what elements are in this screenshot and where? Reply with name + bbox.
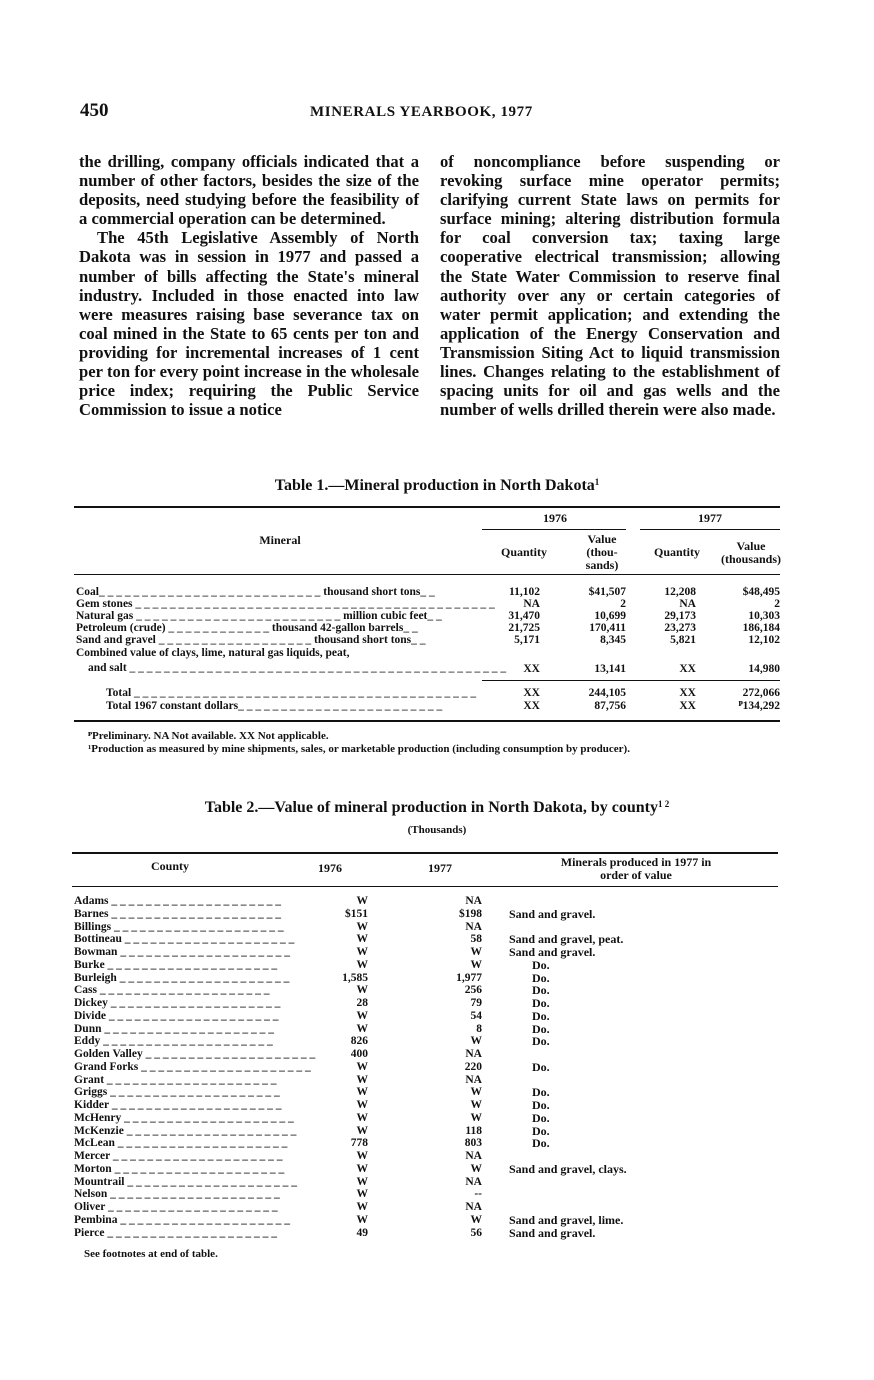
dot-leader: _ _ _ _ _ _ _ _ _ _ _ _ _ _ _ _ _ _ _ _ (97, 984, 270, 997)
table2-county-cell (74, 1060, 311, 1074)
table1-row-label: Sand and gravel _ _ _ _ _ _ _ _ _ _ _ _ _ _ _ _ _ _ thousand short tons_ _ (76, 634, 426, 646)
table1-note-line: ¹Production as measured by mine shipments, sales, or marketable production (including consumption by producer). (88, 743, 630, 755)
table1-cell: 14,980 (748, 663, 780, 675)
table2-1976-cell: W (356, 1086, 368, 1099)
table2-county-cell (74, 1124, 297, 1138)
table1-header-mineral: Mineral (259, 533, 301, 547)
table2-minerals-cell: Do. (532, 1136, 550, 1151)
table1-cell: ᴾ134,292 (738, 700, 780, 712)
dot-leader: _ _ _ _ _ _ _ _ _ _ _ _ _ _ _ _ _ _ _ _ (107, 1086, 280, 1099)
table2-county-cell (74, 1048, 316, 1061)
table2-1976-cell: W (356, 1099, 368, 1111)
table1-header-value-1977: Value (thousands) (720, 539, 782, 566)
table1-row-label: Natural gas _ _ _ _ _ _ _ _ _ _ _ _ _ _ _ _ _ _ _ _ _ _ _ _ million cubic feet_ _ (76, 610, 442, 622)
table2-1976-cell: W (356, 1201, 368, 1213)
county-name: Cass (74, 984, 98, 997)
county-name: Eddy (74, 1035, 101, 1048)
table1-cell: 31,470 (508, 610, 540, 622)
table2-1976-cell: 28 (356, 997, 368, 1009)
table2-1976-cell: 49 (356, 1226, 368, 1239)
table2-1976-cell: W (356, 958, 368, 971)
table2-minerals-cell: Do. (532, 1059, 550, 1074)
table1-cell: 272,066 (742, 687, 780, 699)
table2-title (0, 799, 874, 817)
dot-leader: _ _ _ _ _ _ _ _ _ _ _ _ _ _ _ _ _ _ _ _ (109, 1150, 283, 1162)
table1-notes (88, 730, 788, 756)
table1-cell: 29,173 (664, 610, 696, 622)
table2-county-cell (74, 1226, 277, 1240)
table2-minerals-cell: Do. (532, 996, 550, 1010)
table2-minerals-cell: Sand and gravel, clays. (509, 1161, 627, 1176)
table1-row-label-cont: and salt _ _ _ _ _ _ _ _ _ _ _ _ _ _ _ _ _ _ _ _ _ _ _ _ _ _ _ _ _ _ _ _ _ _ _ _ _ _ _ _ _ _ _ _ (88, 662, 507, 674)
table1-cell: NA (679, 598, 696, 610)
table2-county-cell (74, 1035, 273, 1048)
county-name: Burleigh (74, 971, 117, 984)
table2-county-cell (74, 1213, 290, 1227)
table1-cell: 244,105 (588, 687, 626, 699)
table1-title-text: Table 1.—Mineral production in North Dakota (274, 477, 595, 494)
table1-row-label: Coal_ _ _ _ _ _ _ _ _ _ _ _ _ _ _ _ _ _ _ _ _ _ _ _ _ _ thousand short tons_ _ (76, 586, 435, 598)
table1-note-line: ᴾPreliminary. NA Not available. XX Not applicable. (88, 730, 329, 742)
table2-1976-cell: W (356, 1188, 368, 1201)
mineral-unit: million cubic feet (343, 610, 428, 622)
table2-county-cell (74, 920, 284, 934)
total-constant-label: Total 1967 constant dollars (106, 700, 239, 712)
table1-cell: XX (523, 700, 540, 712)
dot-leader: _ _ _ _ _ _ _ _ _ _ _ _ _ _ _ _ _ _ _ _ (108, 907, 281, 920)
table2-county-cell (74, 1162, 285, 1176)
table1-cell: 5,171 (514, 634, 540, 646)
table1-cell: 8,345 (600, 634, 626, 646)
table2-county-cell (74, 1086, 280, 1099)
table2-1977-cell: NA (465, 1201, 482, 1213)
table1-title (0, 477, 874, 495)
table2-subtitle: (Thousands) (407, 824, 467, 836)
table1-cell: 23,273 (664, 622, 696, 634)
table1-cell: 5,821 (670, 634, 696, 646)
dot-leader: _ _ _ _ _ _ _ _ _ _ _ _ _ _ _ _ _ _ _ _ (142, 1048, 316, 1060)
table2-1977-cell: NA (465, 1073, 482, 1086)
table2-minerals-cell: Do. (532, 983, 550, 998)
table1-cell: XX (679, 663, 696, 675)
table2-1976-cell: 778 (350, 1137, 368, 1150)
table2-1976-cell: W (356, 1009, 368, 1022)
table1-row-label: Total _ _ _ _ _ _ _ _ _ _ _ _ _ _ _ _ _ _ _ _ _ _ _ _ _ _ _ _ _ _ _ _ _ _ _ _ _ _ _ _ (106, 687, 477, 699)
table2-1977-cell: 58 (470, 933, 482, 946)
table2-1976-cell: W (356, 1162, 368, 1175)
table1-cell: $41,507 (588, 586, 626, 598)
table2-county-cell (74, 1073, 277, 1087)
paragraph: the drilling, company officials indicated that a number of other factors, besides the size of the deposits, need studying before the feasibility of a commercial operation can be determined. (79, 152, 419, 229)
county-name: Oliver (74, 1201, 106, 1213)
table2-1977-cell: W (470, 1213, 482, 1226)
table2-1977-cell: W (470, 958, 482, 971)
table2-county-cell (74, 1137, 288, 1150)
table2-1977-cell: W (470, 1162, 482, 1175)
table1-header-quantity-1976: Quantity (500, 545, 547, 559)
dot-leader: _ _ _ _ _ _ _ _ _ _ _ _ _ _ _ _ _ _ _ _ (104, 1226, 277, 1239)
table2-county-cell (74, 1201, 278, 1214)
table2-1976-cell: W (356, 984, 368, 997)
mineral-name: and salt (88, 662, 127, 674)
table2-1976-cell: W (356, 1150, 368, 1162)
table2-1977-cell: 56 (470, 1226, 482, 1239)
table2-1977-cell: NA (465, 895, 482, 907)
table1-cell: XX (679, 700, 696, 712)
table2-minerals-cell: Do. (532, 1123, 550, 1138)
dot-leader: _ _ _ _ _ _ _ _ _ _ _ _ _ _ _ _ _ _ _ _ (105, 1201, 278, 1213)
table1-bottom-rule (74, 720, 780, 722)
table2-minerals-cell: Do. (532, 957, 550, 972)
table2-minerals-cell: Sand and gravel. (509, 945, 596, 959)
table2-county-cell (74, 1111, 294, 1125)
page-header (80, 100, 780, 130)
county-name: Bowman (74, 946, 118, 958)
table2-1976-cell: W (356, 920, 368, 933)
county-name: Grant (74, 1073, 105, 1086)
table2-1977-cell: -- (474, 1188, 482, 1201)
table2-minerals-cell: Do. (532, 970, 550, 985)
paragraph: of noncompliance before suspending or revoking surface mine operator permits; clarifying current State laws on permits for surface mining; altering distribution formula for coal conversion tax; taxing large cooperative electrical transmission; allowing the State Water Commission to reserve final authority over any or certain categories of water permit application; and extending the application of the Energy Conservation and Transmission Siting Act to liquid transmission lines. Changes relating to the establishment of spacing units for oil and gas wells and the number of wells drilled therein were also made. (440, 152, 780, 420)
dot-leader: _ _ _ _ _ _ _ _ _ _ _ _ _ _ _ _ _ _ _ _ (108, 895, 282, 907)
text-column-left (79, 152, 419, 419)
table2-top-rule (72, 852, 778, 854)
table1-cell: NA (523, 598, 540, 610)
table2-minerals-cell: Sand and gravel, peat. (509, 932, 624, 947)
dot-leader: _ _ _ _ _ _ _ _ _ _ _ _ _ _ _ _ _ _ _ _ (111, 1162, 285, 1175)
table2-1977-cell: 79 (470, 997, 482, 1009)
running-title: MINERALS YEARBOOK, 1977 (310, 104, 533, 120)
county-name: Kidder (74, 1099, 109, 1111)
county-name: Grand Forks (74, 1060, 139, 1073)
table2-1977-cell: W (470, 1035, 482, 1048)
dot-leader: _ _ _ _ _ _ _ _ _ _ _ _ _ _ _ _ _ _ _ _ (121, 1111, 294, 1124)
county-name: Mountrail (74, 1175, 125, 1188)
table1-cell: XX (523, 687, 540, 699)
county-name: Morton (74, 1162, 112, 1175)
table2-county-cell (74, 895, 282, 908)
county-name: Dunn (74, 1022, 102, 1035)
county-name: Barnes (74, 907, 109, 920)
table2-1977-cell: NA (465, 1048, 482, 1060)
table2-minerals-cell: Sand and gravel, lime. (509, 1212, 624, 1227)
mineral-unit: thousand 42-gallon barrels (271, 622, 404, 634)
table1-cell: 10,699 (594, 610, 626, 622)
dot-leader: _ _ _ _ _ _ _ _ _ _ _ _ _ _ _ _ _ _ _ _ (121, 933, 295, 946)
dot-leader: _ _ _ _ _ _ _ _ _ _ _ _ _ _ _ _ _ _ _ _ (101, 1022, 274, 1035)
text-column-right (440, 152, 780, 419)
table2-minerals-cell: Do. (532, 1098, 550, 1112)
table1-row-label: Combined value of clays, lime, natural gas liquids, peat, (76, 647, 350, 659)
mineral-name: Coal (76, 586, 99, 598)
dot-leader: _ _ _ _ _ _ _ _ _ _ _ _ _ _ _ _ _ _ _ _ (104, 1073, 277, 1086)
dot-leader: _ _ _ _ _ _ _ _ _ _ _ _ _ _ _ _ _ _ _ _ (108, 1099, 282, 1111)
dot-leader: _ _ _ _ _ _ _ _ _ _ _ _ _ _ _ _ _ _ _ _ (107, 997, 281, 1009)
table2-minerals-cell: Sand and gravel. (509, 1225, 596, 1240)
table1-total-rule (482, 680, 780, 681)
table2-1976-cell: 1,585 (342, 971, 368, 984)
table2-1977-cell: W (470, 1086, 482, 1099)
table2-1976-cell: W (356, 1022, 368, 1035)
county-name: McHenry (74, 1111, 122, 1124)
paragraph: The 45th Legislative Assembly of North Dakota was in session in 1977 and passed a number of bills affecting the State's mineral industry. Included in those enacted into law were measures raising base severance tax on coal mined in the State to 65 cents per ton and providing for incremental increases of 1 cent per ton for every point increase in the wholesale price index; requiring the Public Service Commission to issue a notice (79, 228, 419, 420)
dot-leader: _ _ _ _ _ _ _ _ _ _ _ _ _ _ _ _ _ _ _ _ (116, 971, 290, 984)
table2-county-cell (74, 997, 281, 1010)
table1-cell: 2 (620, 598, 626, 610)
table2-county-cell (74, 971, 290, 985)
table2-1976-cell: W (356, 933, 368, 946)
table2-1976-cell: W (356, 1073, 368, 1086)
table2-1977-cell: NA (465, 1175, 482, 1188)
table2-1977-cell: W (470, 1099, 482, 1111)
dot-leader: _ _ _ _ _ _ _ _ _ _ _ _ _ _ _ _ _ _ _ _ (105, 1009, 279, 1022)
dot-leader: _ _ _ _ _ _ _ _ _ _ _ _ _ _ _ _ _ _ _ _ (117, 946, 290, 958)
table2-1977-cell: 118 (465, 1124, 482, 1137)
county-name: Pierce (74, 1226, 105, 1239)
table2-county-cell (74, 958, 278, 972)
table2-1976-cell: W (356, 1124, 368, 1137)
table2-1976-cell: 826 (350, 1035, 368, 1048)
table2-county-cell (74, 907, 281, 921)
table1-cell: 87,756 (594, 700, 626, 712)
table2-header-county: County (150, 859, 189, 873)
table2-county-cell (74, 1099, 282, 1112)
table1-row-label: Total 1967 constant dollars_ _ _ _ _ _ _ _ _ _ _ _ _ _ _ _ _ _ _ _ _ _ _ _ (106, 700, 443, 712)
mineral-name: Petroleum (crude) (76, 622, 166, 634)
table2-1976-cell: 400 (350, 1048, 368, 1060)
table1-cell: 170,411 (589, 622, 626, 634)
total-label: Total (106, 687, 132, 699)
table1-title-footnote: 1 (594, 477, 600, 487)
county-name: Billings (74, 920, 112, 933)
table2-1977-cell: $198 (459, 907, 482, 920)
table2-title-footnote: 1 2 (658, 799, 670, 809)
dot-leader: _ _ _ _ _ _ _ _ _ _ _ _ _ _ _ _ _ _ _ _ (138, 1060, 311, 1073)
dot-leader: _ _ _ _ _ _ _ _ _ _ _ _ _ _ _ _ _ _ _ _ (104, 958, 278, 971)
table2-1977-cell: 256 (464, 984, 482, 997)
mineral-unit: thousand short tons (323, 586, 421, 598)
table1-header-value-1976: Value (thou- sands) (585, 532, 619, 572)
table2-header-1977: 1977 (428, 861, 452, 875)
table1-cell: 10,303 (748, 610, 780, 622)
mineral-name: Gem stones (76, 598, 133, 610)
table1-cell: XX (523, 663, 540, 675)
dot-leader: _ _ _ _ _ _ _ _ _ _ _ _ _ _ _ _ _ _ _ _ (114, 1137, 288, 1150)
table1-cell: 2 (774, 598, 780, 610)
county-name: Dickey (74, 997, 108, 1009)
table2-minerals-cell: Do. (532, 1085, 550, 1100)
table2-county-cell (74, 1150, 283, 1163)
table2-1977-cell: NA (465, 1150, 482, 1162)
table2-1976-cell: $151 (345, 907, 368, 920)
dot-leader: _ _ _ _ _ _ _ _ _ _ _ _ _ _ _ _ _ _ _ _ (107, 1188, 280, 1201)
dot-leader: _ _ _ _ _ _ _ _ _ _ _ _ _ _ _ _ _ _ _ _ (117, 1213, 290, 1226)
table2-county-cell (74, 1188, 280, 1201)
county-name: Griggs (74, 1086, 108, 1099)
table2-1976-cell: W (356, 1060, 368, 1073)
table2-header-minerals: Minerals produced in 1977 in order of value (560, 855, 712, 882)
table2-footnote: See footnotes at end of table. (84, 1248, 218, 1260)
table1-header-1976: 1976 (543, 511, 567, 525)
table1-row-label: Gem stones _ _ _ _ _ _ _ _ _ _ _ _ _ _ _ _ _ _ _ _ _ _ _ _ _ _ _ _ _ _ _ _ _ _ _ _ _ _ _ _ _ _ (76, 598, 495, 610)
table2-1976-cell: W (356, 895, 368, 907)
mineral-name: Sand and gravel (76, 634, 156, 646)
county-name: Burke (74, 958, 105, 971)
table2-minerals-cell: Do. (532, 1110, 550, 1125)
dot-leader: _ _ _ _ _ _ _ _ _ _ _ _ _ _ _ _ _ _ _ _ (111, 920, 284, 933)
table2-county-cell (74, 1175, 297, 1189)
dot-leader: _ _ _ _ _ _ _ _ _ _ _ _ _ _ _ _ _ _ _ _ (123, 1124, 297, 1137)
county-name: McKenzie (74, 1124, 124, 1137)
table1-top-rule (74, 506, 780, 508)
county-name: Adams (74, 895, 109, 907)
table2-1976-cell: W (356, 1175, 368, 1188)
table2-1976-cell: W (356, 946, 368, 958)
dot-leader: _ _ _ _ _ _ _ _ _ _ _ _ _ _ _ _ _ _ _ _ (124, 1175, 297, 1188)
table2-minerals-cell: Sand and gravel. (509, 906, 596, 921)
table1-header-quantity-1977: Quantity (653, 545, 700, 559)
table2-header-1976: 1976 (318, 861, 342, 875)
table2-1977-cell: 54 (470, 1009, 482, 1022)
table2-minerals-cell: Do. (532, 1034, 550, 1049)
table2-county-cell (74, 933, 295, 946)
table2-1977-cell: 1,977 (456, 971, 482, 984)
table1-row-label: Petroleum (crude) _ _ _ _ _ _ _ _ _ _ _ _ thousand 42-gallon barrels_ _ (76, 622, 418, 634)
county-name: Nelson (74, 1188, 108, 1201)
table2-1977-cell: W (470, 946, 482, 958)
table2-minerals-cell: Do. (532, 1008, 550, 1023)
county-name: Bottineau (74, 933, 122, 946)
county-name: Mercer (74, 1150, 110, 1162)
table1-header-1977: 1977 (698, 511, 722, 525)
table2-1977-cell: W (470, 1111, 482, 1124)
table2-title-text: Table 2.—Value of mineral production in North Dakota, by county (204, 799, 658, 816)
table1-cell: $48,495 (742, 586, 780, 598)
county-name: Golden Valley (74, 1048, 143, 1060)
table1-cell: 21,725 (508, 622, 540, 634)
table1-cell: 13,141 (594, 663, 626, 675)
table2-1977-cell: NA (465, 920, 482, 933)
table2-county-cell (74, 984, 270, 997)
table1-cell: 11,102 (509, 586, 540, 598)
table1-header-rule (74, 574, 780, 575)
table2-county-cell (74, 1009, 279, 1023)
table2-1976-cell: W (356, 1111, 368, 1124)
table1-cell: 12,208 (664, 586, 696, 598)
table2-header-rule (72, 886, 778, 887)
table2-1977-cell: 8 (476, 1022, 482, 1035)
table1-cell: 12,102 (748, 634, 780, 646)
table2-county-cell (74, 1022, 274, 1036)
table2-1976-cell: W (356, 1213, 368, 1226)
county-name: McLean (74, 1137, 115, 1150)
table2-minerals-cell: Do. (532, 1021, 550, 1036)
table2-county-cell (74, 946, 290, 959)
county-name: Divide (74, 1009, 106, 1022)
mineral-name: Natural gas (76, 610, 134, 622)
table2-1977-cell: 803 (464, 1137, 482, 1150)
dot-leader: _ _ _ _ _ _ _ _ _ _ _ _ _ _ _ _ _ _ _ _ (100, 1035, 273, 1048)
table1-cell: XX (679, 687, 696, 699)
table1-span-rule-1976 (482, 529, 626, 530)
mineral-unit: thousand short tons (314, 634, 412, 646)
county-name: Pembina (74, 1213, 118, 1226)
page-number: 450 (80, 100, 109, 121)
table2-1977-cell: 220 (464, 1060, 482, 1073)
table1-span-rule-1977 (640, 529, 780, 530)
table1-cell: 186,184 (742, 622, 780, 634)
